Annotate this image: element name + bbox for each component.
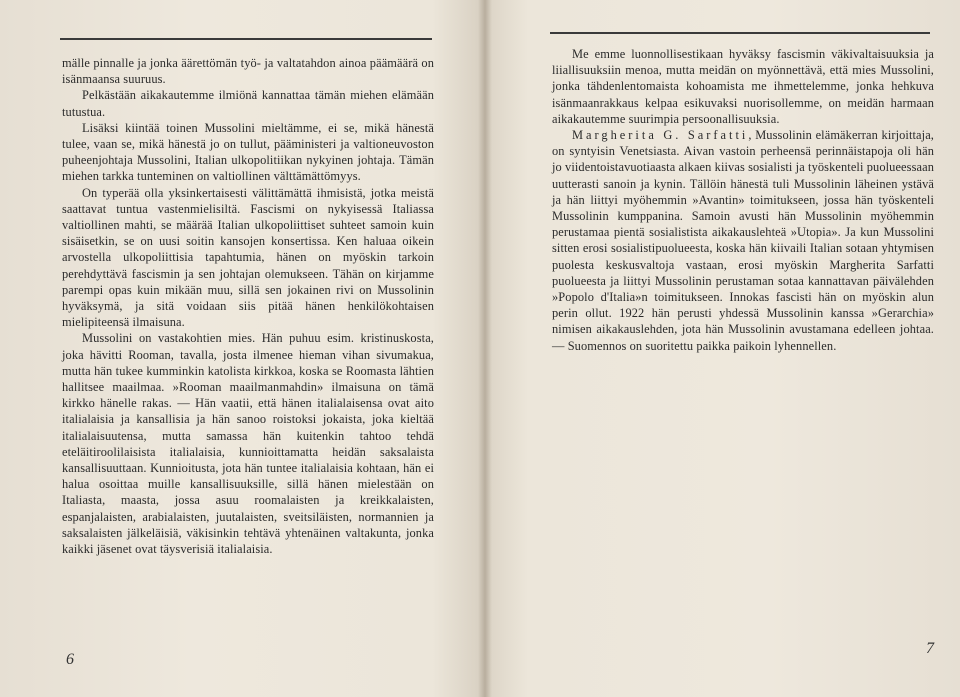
paragraph: Me emme luonnollisestikaan hyväksy fascismin väkivaltaisuuksia ja liiallisuuksiin menoa, mutta meidän on myönnettävä, että mies Mussolini, jonka tähdenlentomaista kohoamista me ihmettelemme, jonka hehkuva isänmaanrakkaus kelpaa esikuvaksi nuorisollemme, on meidän harmaan aikakautemme suurimpia persoonallisuuksia.	[552, 47, 934, 126]
right-page-text	[552, 46, 934, 354]
header-rule	[60, 38, 432, 40]
page-number: 7	[926, 640, 934, 657]
paragraph: On typerää olla yksinkertaisesti välittämättä ihmisistä, jotka meistä saattavat tuntua vastenmielisiltä. Fascismi on nykyisessä Italiassa valtiollinen mahti, se määrää Italian ulkopoliittiset suhteet samoin kuin sisäisetkin, se on uusi soitin kansojen konsertissa. Ken haluaa oikein arvostella ulkopoliittisia tapahtumia, hänen on myöskin tarkoin perehdyttävä fascismin ja sen johtajan olemukseen. Tähän on kirjamme parempi opas kuin mikään muu, sillä sen jokainen rivi on Mussolinin hyväksymä, ja sitä voidaan siis pitää hänen henkilökohtaisen mielipiteensä ilmaisuna.	[62, 185, 434, 330]
right-page	[492, 0, 960, 697]
paragraph-text: , Mussolinin elämäkerran kirjoittaja, on syntyisin Venetsiasta. Aivan vastoin perheensä perinnäistapoja oli hän jo viidentoistavuotiaasta alkaen kiivas sosialisti ja työskenteli puolueessaan uutterasti sanoin ja kynin. Tällöin hänestä tuli Mussolinin läheinen ystävä ja hän liittyi myöhemmin »Avantin» toimitukseen, jossa hän työskenteli Mussolinin kumppanina. Samoin avusti hän Mussolinin myöhemmin perustamaa pientä sosialistista aikakauslehteä »Utopia». Ja kun Mussolini sitten erosi sosialistipuolueesta, koska hän kiivaili Italian sotaan yhtymisen puolesta keskusvaltoja vastaan, erosi myöskin Margherita Sarfatti puolueesta ja liittyi Mussolinin perustaman sotaa kannattavan päivälehden »Popolo d'Italia»n toimitukseen. Innokas fascisti hän on myöskin alun perin ollut. 1922 hän perusti yhdessä Mussolinin kanssa »Gerarchia» nimisen aikakauslehden, jota hän Mussolinin avustamana edelleen johtaa. — Suomennos on suoritettu paikka paikoin lyhennellen.	[552, 128, 934, 353]
book-gutter	[478, 0, 492, 697]
paragraph: Lisäksi kiintää toinen Mussolini mieltämme, ei se, mikä hänestä tulee, vaan se, mikä hänestä jo on tullut, pääministeri ja valtioneuvoston puheenjohtaja Mussolini, Italian ulkopolitiikan nykyinen johtaja. Tämän miehen tarkka tunteminen on valtiollinen välttämättömyys.	[62, 120, 434, 184]
paragraph	[552, 127, 934, 354]
left-page-text	[62, 55, 434, 557]
author-name: Margherita G. Sarfatti	[572, 128, 749, 143]
page-number: 6	[66, 651, 74, 668]
paragraph: mälle pinnalle ja jonka äärettömän työ- ja valtatahdon ainoa päämäärä on isänmaansa suuruus.	[62, 56, 434, 87]
paragraph: Pelkästään aikakautemme ilmiönä kannattaa tämän miehen elämään tutustua.	[62, 88, 434, 119]
header-rule	[550, 32, 930, 34]
paragraph: Mussolini on vastakohtien mies. Hän puhuu esim. kristinuskosta, joka hävitti Rooman, tavalla, josta ilmenee hieman vihan sivumakua, mutta hän tukee kumminkin katolista kirkkoa, koska se Roomasta lähtien hallitsee maailmaa. »Rooman maailmanmahdin» ilmaisuna on tämä kirkko hänelle rakas. — Hän vaatii, että hänen italialaisensa ovat aito italialaisia ja kansallisia ja hän sanoo roistoksi jokaista, joka kieltää italialaisuutensa, mutta samassa hän kuitenkin tahtoo tehdä eteläitiroolilaisista italialaisia, kunnioittamatta heidän saksalaista kansallisuuttaan. Kunnioitusta, jota hän tuntee italialaisia kohtaan, hän ei halua osoittaa muille kansallisuuksille, sillä hänen mielestään on Italiasta, maasta, jossa asuu roomalaisten ja kreikkalaisten, espanjalaisten, arabialaisten, juutalaisten, sveitsiläisten, normannien ja saksalaisten jälkeläisiä, väkisinkin tehtävä yhtenäinen valtakunta, jonka kaikki jäsenet ovat täysverisiä italialaisia.	[62, 331, 434, 557]
